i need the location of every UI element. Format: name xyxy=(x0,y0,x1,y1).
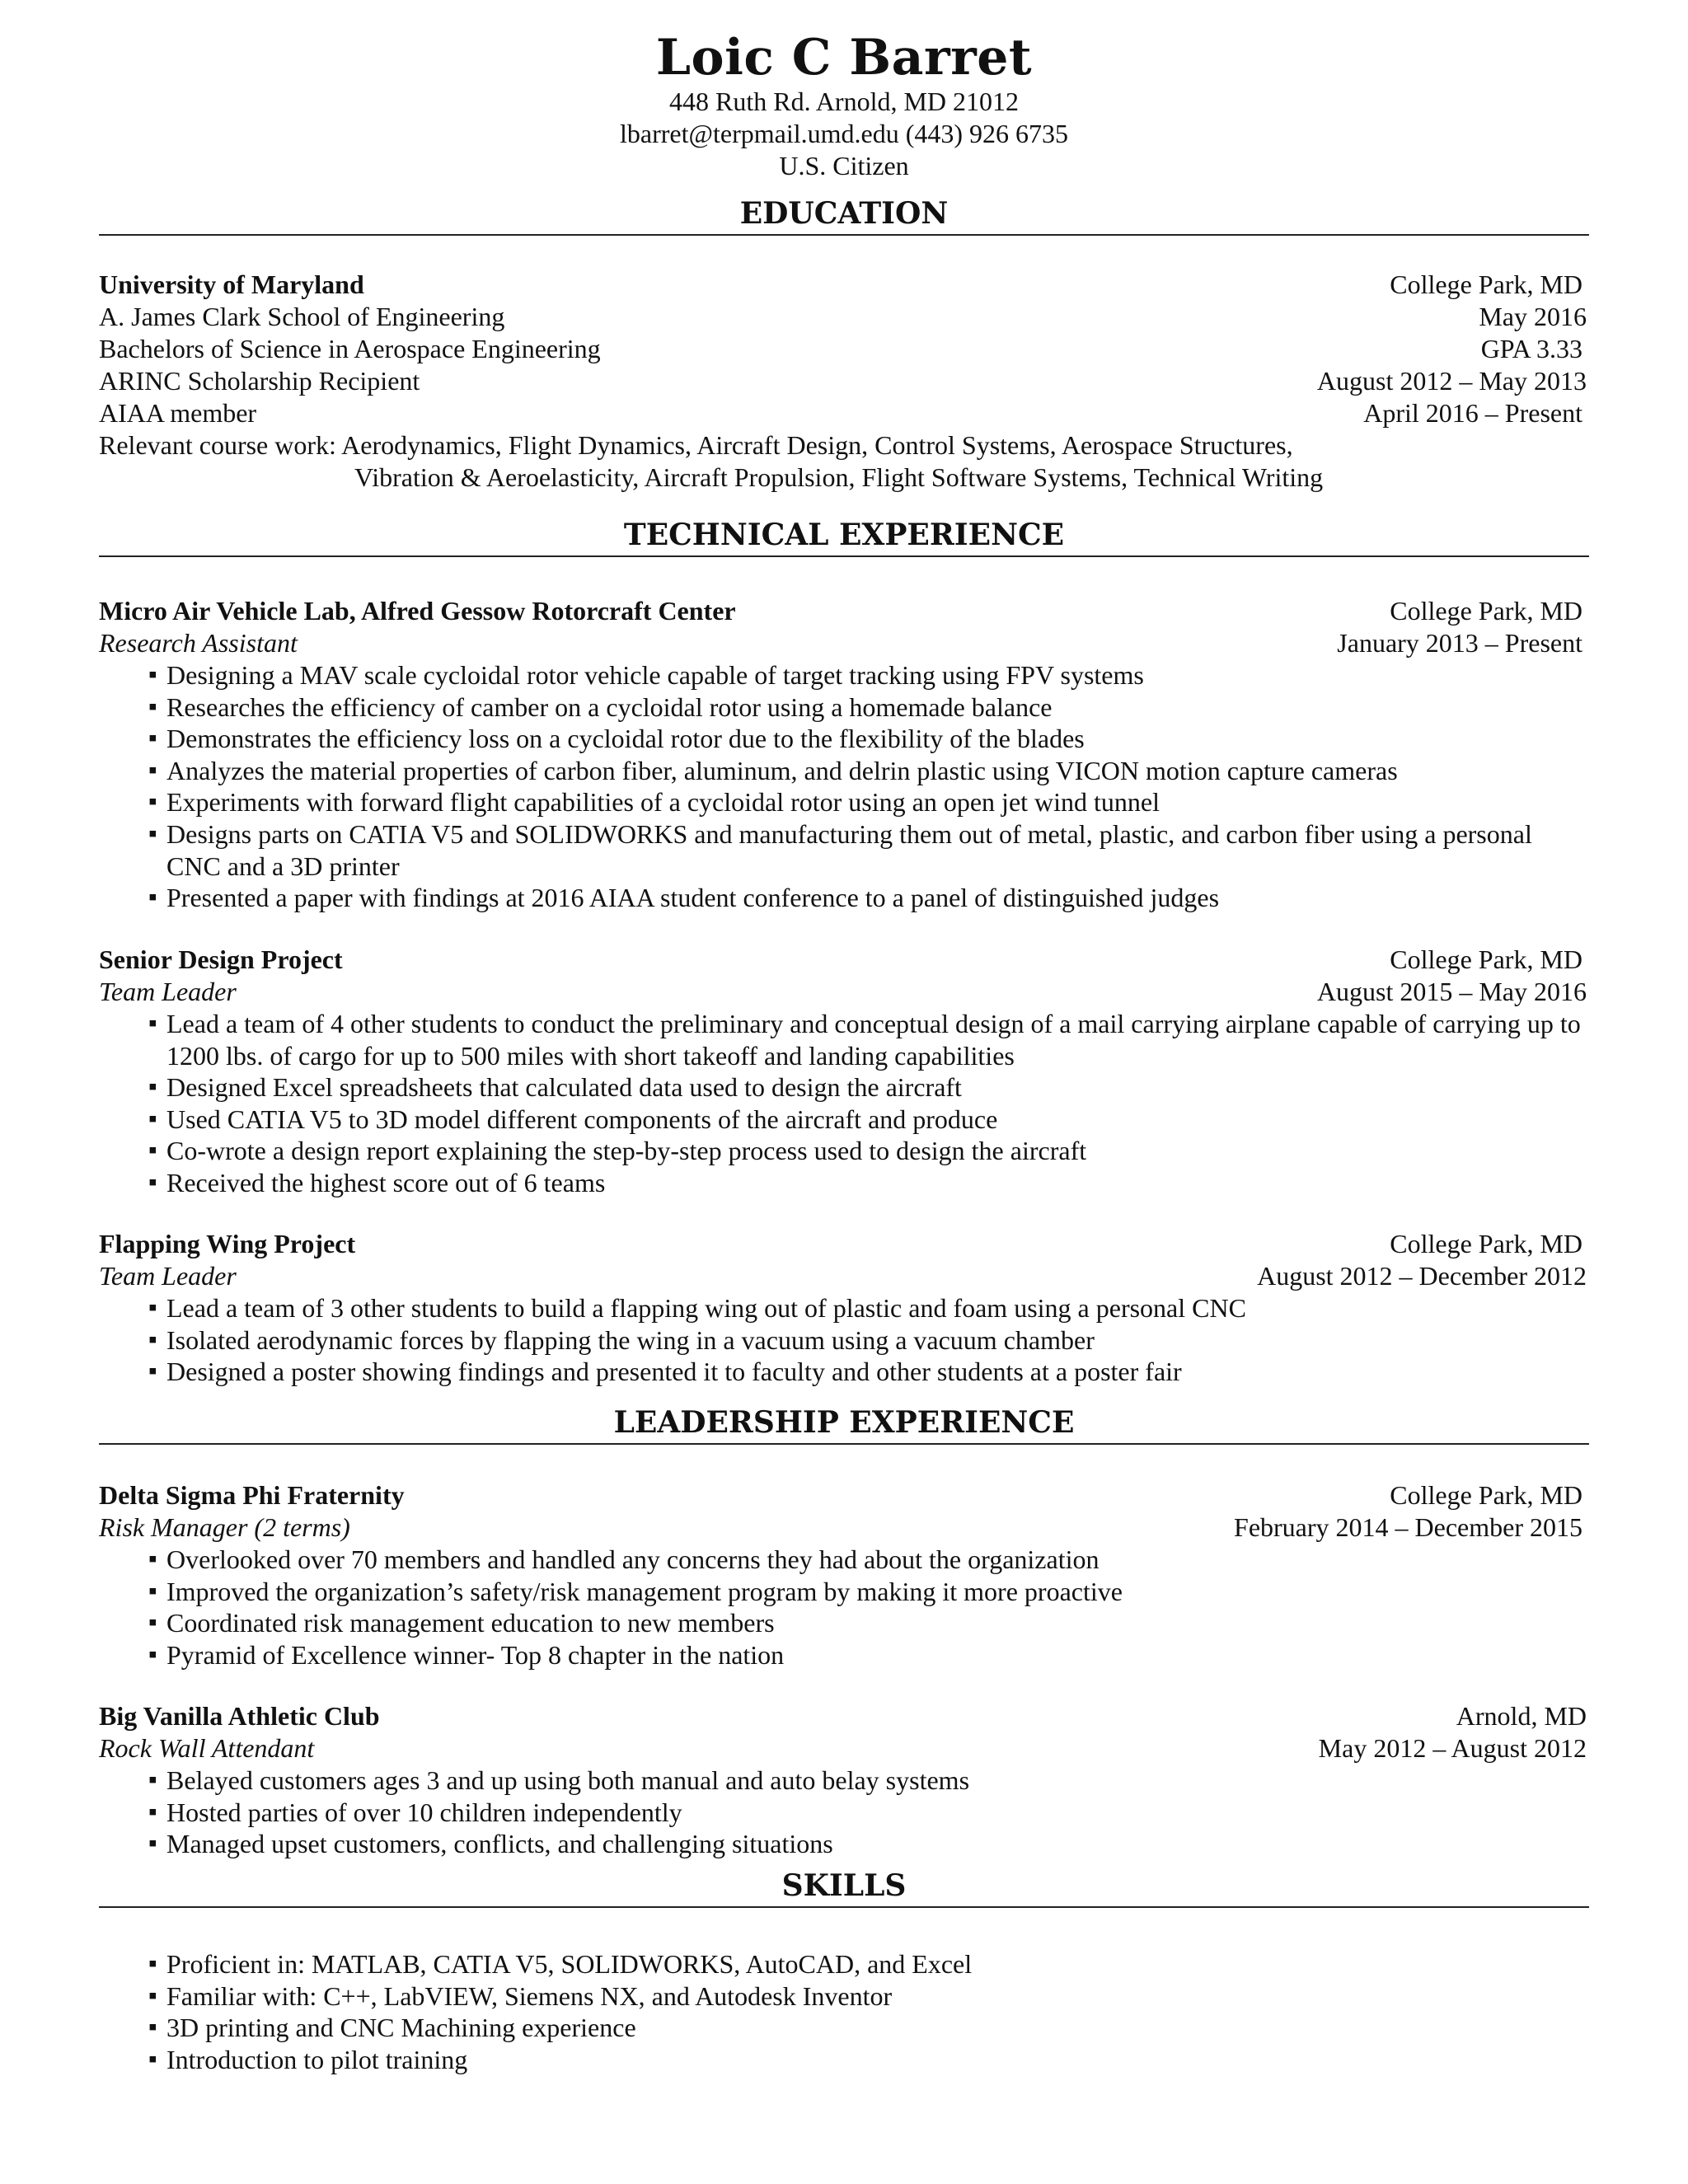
bullet-list xyxy=(99,1292,1589,1388)
role-title: Research Assistant xyxy=(99,628,298,658)
coursework-text-continued: Vibration & Aeroelasticity, Aircraft Propulsion, Flight Software Systems, Technical Writing xyxy=(354,462,1324,492)
school-college: A. James Clark School of Engineering xyxy=(99,302,505,331)
experience-entry xyxy=(99,944,1589,1199)
entry-location: College Park, MD xyxy=(1390,596,1582,626)
bullet-list xyxy=(99,1008,1589,1199)
bullet-list xyxy=(99,1765,1589,1860)
entry-location: College Park, MD xyxy=(1390,944,1582,974)
section-heading-technical-experience: TECHNICAL EXPERIENCE xyxy=(99,518,1589,557)
role-title: Rock Wall Attendant xyxy=(99,1733,315,1763)
entry-subheader xyxy=(99,1511,1589,1544)
citizenship-line: U.S. Citizen xyxy=(779,151,909,180)
section-heading-education: EDUCATION xyxy=(99,196,1589,236)
candidate-name: Loic C Barret xyxy=(655,29,1033,87)
role-title: Team Leader xyxy=(99,977,237,1006)
membership: AIAA member xyxy=(99,398,257,428)
bullet-item: ▪ Isolated aerodynamic forces by flapping the wing in a vacuum using a vacuum chamber xyxy=(148,1324,1589,1357)
coursework-text: Relevant course work: Aerodynamics, Flight Dynamics, Aircraft Design, Control Systems, Aerospace Structures, xyxy=(99,430,1293,460)
education-section xyxy=(99,269,1589,494)
entry-dates: February 2014 – December 2015 xyxy=(1234,1512,1582,1542)
bullet-item: ▪ Designed a poster showing findings and presented it to faculty and other students at a poster fair xyxy=(148,1356,1589,1388)
organization-name: Big Vanilla Athletic Club xyxy=(99,1701,380,1731)
education-row xyxy=(99,269,1589,301)
education-row xyxy=(99,397,1589,429)
bullet-item: ▪ Designs parts on CATIA V5 and SOLIDWORKS and manufacturing them out of metal, plastic, and carbon fiber using a personal CNC and a 3D printer xyxy=(148,818,1589,882)
school-location: College Park, MD xyxy=(1390,269,1582,299)
entry-subheader xyxy=(99,627,1589,659)
entry-dates: August 2015 – May 2016 xyxy=(1316,977,1587,1006)
bullet-item: ▪ Hosted parties of over 10 children independently xyxy=(148,1797,1589,1829)
bullet-item: ▪ 3D printing and CNC Machining experience xyxy=(148,2012,1589,2044)
bullet-item: ▪ Lead a team of 4 other students to conduct the preliminary and conceptual design of a mail carrying airplane capable of carrying up to 1200 lbs. of cargo for up to 500 miles with short takeoff and landing capabilities xyxy=(148,1008,1589,1071)
bullet-item: ▪ Presented a paper with findings at 2016 AIAA student conference to a panel of distinguished judges xyxy=(148,882,1589,914)
role-title: Team Leader xyxy=(99,1261,237,1291)
experience-entry xyxy=(99,1228,1589,1388)
entry-location: Arnold, MD xyxy=(1456,1701,1587,1731)
bullet-item: ▪ Researches the efficiency of camber on a cycloidal rotor using a homemade balance xyxy=(148,691,1589,724)
education-row xyxy=(99,333,1589,365)
bullet-item: ▪ Lead a team of 3 other students to build a flapping wing out of plastic and foam using a personal CNC xyxy=(148,1292,1589,1324)
experience-entry xyxy=(99,595,1589,914)
coursework-line xyxy=(99,462,1589,494)
entry-header xyxy=(99,595,1589,627)
bullet-item: ▪ Proficient in: MATLAB, CATIA V5, SOLIDWORKS, AutoCAD, and Excel xyxy=(148,1948,1589,1980)
bullet-item: ▪ Managed upset customers, conflicts, and challenging situations xyxy=(148,1828,1589,1860)
entry-header xyxy=(99,1700,1589,1732)
graduation-date: May 2016 xyxy=(1479,302,1587,331)
section-heading-skills: SKILLS xyxy=(99,1868,1589,1908)
bullet-item: ▪ Designing a MAV scale cycloidal rotor vehicle capable of target tracking using FPV systems xyxy=(148,659,1589,691)
role-title: Risk Manager (2 terms) xyxy=(99,1512,350,1542)
entry-subheader xyxy=(99,976,1589,1008)
education-row xyxy=(99,365,1589,397)
membership-dates: April 2016 – Present xyxy=(1363,398,1582,428)
bullet-item: ▪ Used CATIA V5 to 3D model different components of the aircraft and produce xyxy=(148,1104,1589,1136)
bullet-list xyxy=(99,1544,1589,1671)
bullet-list xyxy=(99,1948,1589,2075)
entry-dates: August 2012 – December 2012 xyxy=(1257,1261,1587,1291)
email-phone-line: lbarret@terpmail.umd.edu (443) 926 6735 xyxy=(620,119,1068,148)
entry-location: College Park, MD xyxy=(1390,1480,1582,1510)
organization-name: Micro Air Vehicle Lab, Alfred Gessow Rotorcraft Center xyxy=(99,596,736,626)
scholarship: ARINC Scholarship Recipient xyxy=(99,366,420,396)
bullet-item: ▪ Familiar with: C++, LabVIEW, Siemens NX, and Autodesk Inventor xyxy=(148,1980,1589,2013)
bullet-item: ▪ Pyramid of Excellence winner- Top 8 chapter in the nation xyxy=(148,1639,1589,1671)
bullet-item: ▪ Received the highest score out of 6 teams xyxy=(148,1167,1589,1199)
skills-section xyxy=(99,1948,1589,2075)
organization-name: Flapping Wing Project xyxy=(99,1229,356,1258)
bullet-item: ▪ Introduction to pilot training xyxy=(148,2044,1589,2076)
entry-dates: May 2012 – August 2012 xyxy=(1318,1733,1587,1763)
entry-dates: January 2013 – Present xyxy=(1337,628,1582,658)
resume-page xyxy=(99,0,1589,2184)
organization-name: Senior Design Project xyxy=(99,944,343,974)
bullet-item: ▪ Demonstrates the efficiency loss on a cycloidal rotor due to the flexibility of the blades xyxy=(148,723,1589,755)
entry-header xyxy=(99,944,1589,976)
bullet-item: ▪ Designed Excel spreadsheets that calculated data used to design the aircraft xyxy=(148,1071,1589,1104)
section-heading-leadership-experience: LEADERSHIP EXPERIENCE xyxy=(99,1405,1589,1445)
entry-header xyxy=(99,1228,1589,1260)
entry-subheader xyxy=(99,1260,1589,1292)
address-line: 448 Ruth Rd. Arnold, MD 21012 xyxy=(668,87,1020,116)
entry-location: College Park, MD xyxy=(1390,1229,1582,1258)
experience-entry xyxy=(99,1479,1589,1671)
bullet-list xyxy=(99,659,1589,914)
gpa: GPA 3.33 xyxy=(1480,334,1582,363)
school-name: University of Maryland xyxy=(99,269,364,299)
bullet-item: ▪ Overlooked over 70 members and handled any concerns they had about the organization xyxy=(148,1544,1589,1576)
coursework-line xyxy=(99,429,1589,462)
entry-header xyxy=(99,1479,1589,1511)
bullet-item: ▪ Belayed customers ages 3 and up using both manual and auto belay systems xyxy=(148,1765,1589,1797)
bullet-item: ▪ Co-wrote a design report explaining the step-by-step process used to design the aircraft xyxy=(148,1135,1589,1167)
bullet-item: ▪ Analyzes the material properties of carbon fiber, aluminum, and delrin plastic using VICON motion capture cameras xyxy=(148,755,1589,787)
bullet-item: ▪ Improved the organization’s safety/risk management program by making it more proactive xyxy=(148,1576,1589,1608)
entry-subheader xyxy=(99,1732,1589,1765)
degree: Bachelors of Science in Aerospace Engineering xyxy=(99,334,601,363)
bullet-item: ▪ Experiments with forward flight capabilities of a cycloidal rotor using an open jet wind tunnel xyxy=(148,786,1589,818)
organization-name: Delta Sigma Phi Fraternity xyxy=(99,1480,405,1510)
bullet-item: ▪ Coordinated risk management education to new members xyxy=(148,1607,1589,1639)
education-row xyxy=(99,301,1589,333)
experience-entry xyxy=(99,1700,1589,1860)
scholarship-dates: August 2012 – May 2013 xyxy=(1316,366,1587,396)
